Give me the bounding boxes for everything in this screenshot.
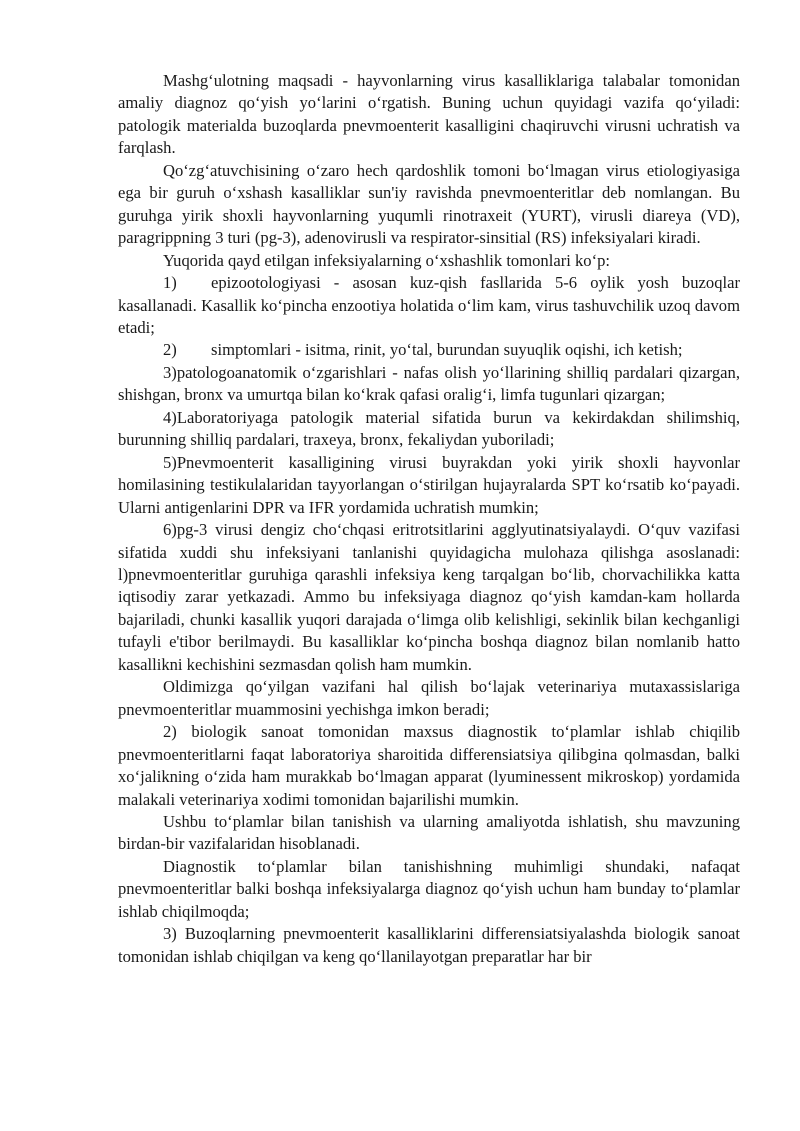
document-page bbox=[118, 70, 740, 968]
paragraph: 3) Buzoqlarning pnevmoenterit kasalliklarini differensiatsiyalashda biologik sanoat tomonidan ishlab chiqilgan va keng qo‘llanilayotgan preparatlar har bir bbox=[118, 924, 740, 966]
list-item-text: simptomlari - isitma, rinit, yo‘tal, burundan suyuqlik oqishi, ich ketish; bbox=[211, 340, 683, 360]
paragraph: Yuqorida qayd etilgan infeksiyalarning o‘xshashlik tomonlari ko‘p: bbox=[163, 250, 611, 270]
paragraph: 6)pg-3 virusi dengiz cho‘chqasi eritrotsitlarini agglyutinatsiyalaydi. O‘quv vazifasi sifatida xuddi shu infeksiyani tanlanishi quyidagicha mulohaza qilishga asoslanadi: l)pnevmoenteritlar guruhiga qarashli infeksiya keng tarqalgan bo‘lib, chorvachilikka katta iqtisodiy zarar yetkazadi. Ammo bu infeksiyaga diagnoz qo‘yish kamdan-kam hollarda bajariladi, chunki kasallik yuqori darajada o‘limga olib kelishligi, sekinlik bilan kechganligi tufayli e'tibor berilmaydi. Bu kasalliklar ko‘pincha boshqa diagnoz bilan nomlanib hatto kasallikni kechishini sezmasdan qolish ham mumkin. bbox=[118, 520, 740, 674]
paragraph: 3)patologoanatomik o‘zgarishlari - nafas olish yo‘llarining shilliq pardalari qizargan, shishgan, bronx va umurtqa bilan ko‘krak qafasi oralig‘i, limfa tugunlari qizargan; bbox=[118, 362, 740, 405]
list-item-number: 1) bbox=[163, 273, 177, 293]
paragraph: Oldimizga qo‘yilgan vazifani hal qilish bo‘lajak veterinariya mutaxassislariga pnevmoenteritlar muammosini yechishga imkon beradi; bbox=[118, 677, 740, 719]
paragraph: Qo‘zg‘atuvchisining o‘zaro hech qardoshlik tomoni bo‘lmagan virus etiologiyasiga ega bir guruh o‘xshash kasalliklar sun'iy ravishda pnevmoenteritlar deb nomlangan. Bu guruhga yirik shoxli hayvonlarning yuqumli rinotraxeit (YURT), virusli diareya (VD), paragrippning 3 turi (pg-3), adenovirusli va respirator-sinsitial (RS) infeksiyalari kiradi. bbox=[118, 160, 740, 248]
list-item-number: 2) bbox=[163, 340, 177, 360]
paragraph: 4)Laboratoriyaga patologik material sifatida burun va kekirdakdan shilimshiq, burunning shilliq pardalari, traxeya, bronx, fekaliydan yuboriladi; bbox=[118, 407, 740, 450]
paragraph: Mashg‘ulotning maqsadi - hayvonlarning virus kasalliklariga talabalar tomonidan amaliy diagnoz qo‘yish yo‘larini o‘rgatish. Buning uchun quyidagi vazifa qo‘yiladi: patologik materialda buzoqlarda pnevmoenterit kasalligini chaqiruvchi virusni uchratish va farqlash. bbox=[118, 71, 740, 158]
paragraph: 5)Pnevmoenterit kasalligining virusi buyrakdan yoki yirik shoxli hayvonlar homilasining testikulalaridan tayyorlangan o‘stirilgan hujayralarda SPT ko‘rsatib ko‘payadi. Ularni antigenlarini DPR va IFR yordamida uchratish mumkin; bbox=[118, 452, 740, 517]
paragraph: 2) biologik sanoat tomonidan maxsus diagnostik to‘plamlar ishlab chiqilib pnevmoenteritlarni faqat laboratoriya sharoitida differensiatsiya qilibgina qolmasdan, balki xo‘jalikning o‘zida ham murakkab bo‘lmagan apparat (lyuminessent mikroskop) yordamida malakali veterinariya xodimi tomonidan bajarilishi mumkin. bbox=[118, 722, 740, 809]
list-item bbox=[118, 272, 740, 339]
list-item bbox=[118, 339, 740, 361]
paragraph: Diagnostik to‘plamlar bilan tanishishning muhimligi shundaki, nafaqat pnevmoenteritlar balki boshqa infeksiyalarga diagnoz qo‘yish uchun ham bunday to‘plamlar ishlab chiqilmoqda; bbox=[118, 856, 740, 921]
list-item-text: epizootologiyasi - asosan kuz-qish fasllarida 5-6 oylik yosh buzoqlar kasallanadi. Kasallik ko‘pincha enzootiya holatida o‘lim kam, virus tashuvchilik uzoq davom etadi; bbox=[118, 273, 740, 337]
paragraph: Ushbu to‘plamlar bilan tanishish va ularning amaliyotda ishlatish, shu mavzuning birdan-bir vazifalaridan hisoblanadi. bbox=[118, 811, 740, 854]
